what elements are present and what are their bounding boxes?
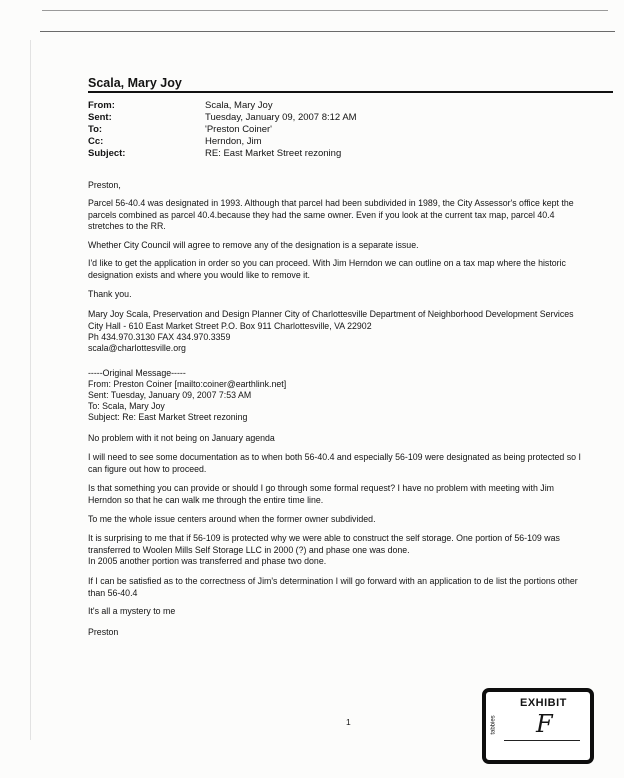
exhibit-line bbox=[504, 740, 580, 741]
from-value: Scala, Mary Joy bbox=[205, 100, 273, 111]
quoted-paragraph: If I can be satisfied as to the correctness of Jim's determination I will go forward with an application to de list the portions other than 56-40.4 bbox=[88, 576, 578, 598]
subject-value: RE: East Market Street rezoning bbox=[205, 148, 342, 159]
original-to: To: Scala, Mary Joy bbox=[88, 401, 165, 411]
from-label: From: bbox=[88, 100, 115, 111]
header-rule bbox=[88, 91, 613, 93]
thank-you: Thank you. bbox=[88, 289, 132, 299]
body-paragraph: Whether City Council will agree to remove any of the designation is a separate issue. bbox=[88, 240, 419, 250]
cc-label: Cc: bbox=[88, 136, 104, 147]
to-label: To: bbox=[88, 124, 103, 135]
scan-top-line bbox=[42, 10, 608, 11]
scan-left-edge bbox=[30, 40, 31, 740]
quoted-paragraph: Is that something you can provide or should I go through some formal request? I have no problem with meeting with Jim Herndon so that he can walk me through the entire time line. bbox=[88, 483, 554, 505]
sent-value: Tuesday, January 09, 2007 8:12 AM bbox=[205, 112, 357, 123]
original-message-separator: -----Original Message----- bbox=[88, 368, 186, 378]
signature-phone: Ph 434.970.3130 FAX 434.970.3359 bbox=[88, 332, 231, 342]
signature-email-link[interactable]: scala@charlottesville.org bbox=[88, 343, 186, 353]
quoted-paragraph: To me the whole issue centers around when the former owner subdivided. bbox=[88, 514, 376, 524]
quoted-paragraph: It's all a mystery to me bbox=[88, 606, 176, 616]
quoted-paragraph: I will need to see some documentation as to when both 56-40.4 and especially 56-109 were designated as being protected so I can figure out how to proceed. bbox=[88, 452, 581, 474]
exhibit-label: EXHIBIT bbox=[520, 697, 567, 709]
body-paragraph: I'd like to get the application in order so you can proceed. With Jim Herndon we can outline on a tax map where the historic designation exists and where you would like to remove it. bbox=[88, 258, 566, 280]
subject-label: Subject: bbox=[88, 148, 126, 159]
exhibit-letter: F bbox=[536, 710, 553, 738]
quoted-paragraph: It is surprising to me that if 56-109 is protected why we were able to construct the self storage. One portion of 56-109 was transferred to Woolen Mills Self Storage LLC in 2000 (?) and phase one was done. bbox=[88, 533, 560, 555]
signature-block: Mary Joy Scala, Preservation and Design Planner City of Charlottesville Department of Neighborhood Development Services City Hall - 610 East Market Street P.O. Box 911 Charlottesville, VA 22902 bbox=[88, 309, 574, 331]
exhibit-sticker bbox=[482, 688, 594, 764]
tabbies-brand: tabbies bbox=[490, 715, 497, 735]
quoted-paragraph: No problem with it not being on January agenda bbox=[88, 433, 275, 443]
sent-label: Sent: bbox=[88, 112, 112, 123]
sender-name: Scala, Mary Joy bbox=[88, 76, 182, 90]
original-from: From: Preston Coiner [mailto:coiner@earthlink.net] bbox=[88, 379, 287, 389]
to-value: 'Preston Coiner' bbox=[205, 124, 272, 135]
cc-value: Herndon, Jim bbox=[205, 136, 262, 147]
greeting: Preston, bbox=[88, 180, 121, 190]
page-number: 1 bbox=[346, 717, 351, 727]
quoted-signoff: Preston bbox=[88, 627, 119, 637]
body-paragraph: Parcel 56-40.4 was designated in 1993. Although that parcel had been subdivided in 1989, the City Assessor's office kept the parcels combined as parcel 40.4.because they had the same owner. Even if you look at the current tax map, parcel 40.4 stretches to the RR. bbox=[88, 198, 574, 232]
original-sent: Sent: Tuesday, January 09, 2007 7:53 AM bbox=[88, 390, 252, 400]
original-subject: Subject: Re: East Market Street rezoning bbox=[88, 412, 248, 422]
scan-second-line bbox=[40, 31, 615, 32]
quoted-paragraph: In 2005 another portion was transferred and phase two done. bbox=[88, 556, 327, 566]
